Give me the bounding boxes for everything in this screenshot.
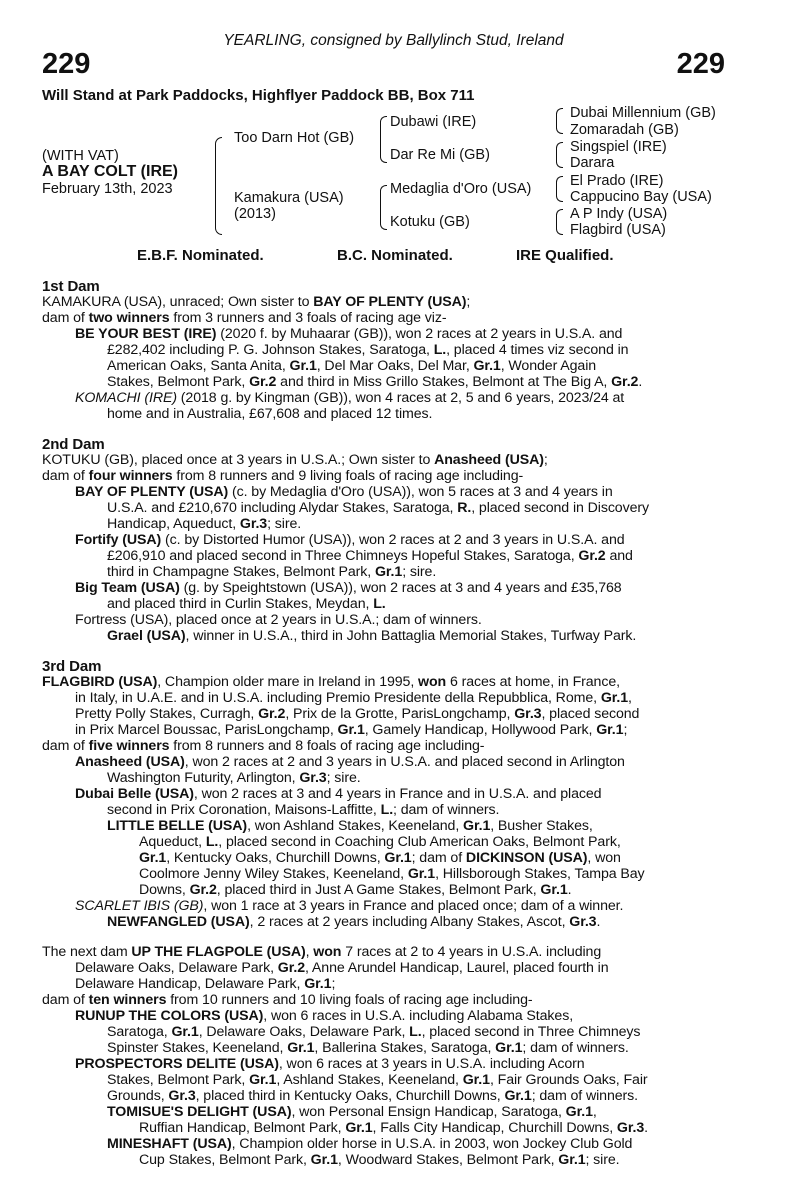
text-line: Downs, Gr.2, placed third in Just A Game Stakes, Belmont Park, Gr.1. [139, 882, 572, 898]
text-line: Stakes, Belmont Park, Gr.1, Ashland Stakes, Keeneland, Gr.1, Fair Grounds Oaks, Fair [107, 1072, 648, 1088]
text-line: Grounds, Gr.3, placed third in Kentucky Oaks, Churchill Downs, Gr.1; dam of winners. [107, 1088, 639, 1104]
text-line: £282,402 including P. G. Johnson Stakes, Saratoga, L., placed 4 times viz second in [107, 342, 629, 358]
text-line: Washington Futurity, Arlington, Gr.3; sire. [107, 770, 361, 786]
text-line: Dubai Belle (USA), won 2 races at 3 and 4 years in France and in U.S.A. and placed [75, 786, 602, 802]
text-line: Grael (USA), winner in U.S.A., third in John Battaglia Memorial Stakes, Turfway Park. [107, 628, 637, 644]
text-line: American Oaks, Santa Anita, Gr.1, Del Mar Oaks, Del Mar, Gr.1, Wonder Again [107, 358, 597, 374]
text-line: MINESHAFT (USA), Champion older horse in U.S.A. in 2003, won Jockey Club Gold [107, 1136, 633, 1152]
text-line: Spinster Stakes, Keeneland, Gr.1, Ballerina Stakes, Saratoga, Gr.1; dam of winners. [107, 1040, 629, 1056]
pedigree-brace-ds [556, 176, 563, 202]
pedigree-brace-sire [380, 116, 387, 163]
text-line: Anasheed (USA), won 2 races at 2 and 3 years in U.S.A. and placed second in Arlington [75, 754, 625, 770]
text-line: in Italy, in U.A.E. and in U.S.A. including Premio Presidente della Repubblica, Rome, Gr.1, [75, 690, 632, 706]
horse-name: A BAY COLT (IRE) [42, 163, 179, 180]
pedigree-sire-dam: Dar Re Mi (GB) [390, 147, 490, 163]
section-third-dam: 3rd Dam [42, 658, 102, 675]
pedigree-sire: Too Darn Hot (GB) [234, 130, 355, 146]
text-line: Big Team (USA) (g. by Speightstown (USA)), won 2 races at 3 and 4 years and £35,768 [75, 580, 622, 596]
text-line: Fortress (USA), placed once at 2 years in U.S.A.; dam of winners. [75, 612, 482, 628]
text-line: The next dam UP THE FLAGPOLE (USA), won 7 races at 2 to 4 years in U.S.A. including [42, 944, 602, 960]
text-line: Stakes, Belmont Park, Gr.2 and third in Miss Grillo Stakes, Belmont at The Big A, Gr.2. [107, 374, 643, 390]
stand-location: Will Stand at Park Paddocks, Highflyer Paddock BB, Box 711 [42, 87, 475, 104]
pedigree-dam: Kamakura (USA) [234, 190, 344, 206]
text-line: LITTLE BELLE (USA), won Ashland Stakes, Keeneland, Gr.1, Busher Stakes, [107, 818, 593, 834]
text-line: third in Champagne Stakes, Belmont Park, Gr.1; sire. [107, 564, 437, 580]
text-line: dam of ten winners from 10 runners and 10 living foals of racing age including- [42, 992, 533, 1008]
text-line: FLAGBIRD (USA), Champion older mare in Ireland in 1995, won 6 races at home, in France, [42, 674, 620, 690]
text-line: Coolmore Jenny Wiley Stakes, Keeneland, Gr.1, Hillsborough Stakes, Tampa Bay [139, 866, 645, 882]
pedigree-sdd: Darara [570, 155, 615, 171]
text-line: Cup Stakes, Belmont Park, Gr.1, Woodward Stakes, Belmont Park, Gr.1; sire. [139, 1152, 620, 1168]
text-line: second in Prix Coronation, Maisons-Laffitte, L.; dam of winners. [107, 802, 500, 818]
text-line: Pretty Polly Stakes, Curragh, Gr.2, Prix de la Grotte, ParisLongchamp, Gr.3, placed second [75, 706, 640, 722]
text-line: NEWFANGLED (USA), 2 races at 2 years including Albany Stakes, Ascot, Gr.3. [107, 914, 601, 930]
pedigree-brace-ss [556, 108, 563, 134]
pedigree-ddd: Flagbird (USA) [570, 222, 666, 238]
section-first-dam: 1st Dam [42, 278, 100, 295]
pedigree-brace-sd [556, 142, 563, 168]
pedigree-dsd: Cappucino Bay (USA) [570, 189, 712, 205]
pedigree-ssd: Zomaradah (GB) [570, 122, 679, 138]
text-line: in Prix Marcel Boussac, ParisLongchamp, Gr.1, Gamely Handicap, Hollywood Park, Gr.1; [75, 722, 628, 738]
vat-label: (WITH VAT) [42, 148, 119, 164]
pedigree-dss: El Prado (IRE) [570, 173, 664, 189]
pedigree-dam-year: (2013) [234, 206, 276, 222]
text-line: Handicap, Aqueduct, Gr.3; sire. [107, 516, 302, 532]
text-line: Gr.1, Kentucky Oaks, Churchill Downs, Gr.1; dam of DICKINSON (USA), won [139, 850, 621, 866]
pedigree-sds: Singspiel (IRE) [570, 139, 667, 155]
lot-number-right: 229 [676, 48, 725, 80]
pedigree-brace-dd [556, 209, 563, 235]
text-line: BE YOUR BEST (IRE) (2020 f. by Muhaarar (GB)), won 2 races at 2 years in U.S.A. and [75, 326, 623, 342]
text-line: Saratoga, Gr.1, Delaware Oaks, Delaware Park, L., placed second in Three Chimneys [107, 1024, 641, 1040]
pedigree-sss: Dubai Millennium (GB) [570, 105, 716, 121]
text-line: Fortify (USA) (c. by Distorted Humor (USA)), won 2 races at 2 and 3 years in U.S.A. and [75, 532, 625, 548]
bc-nomination: B.C. Nominated. [337, 247, 453, 264]
pedigree-sire-sire: Dubawi (IRE) [390, 114, 477, 130]
text-line: Delaware Handicap, Delaware Park, Gr.1; [75, 976, 336, 992]
text-line: BAY OF PLENTY (USA) (c. by Medaglia d'Oro (USA)), won 5 races at 3 and 4 years in [75, 484, 613, 500]
text-line: RUNUP THE COLORS (USA), won 6 races in U.S.A. including Alabama Stakes, [75, 1008, 574, 1024]
pedigree-dds: A P Indy (USA) [570, 206, 668, 222]
text-line: SCARLET IBIS (GB), won 1 race at 3 years in France and placed once; dam of a winner. [75, 898, 624, 914]
text-line: KOTUKU (GB), placed once at 3 years in U.S.A.; Own sister to Anasheed (USA); [42, 452, 548, 468]
ebf-nomination: E.B.F. Nominated. [137, 247, 264, 264]
text-line: Delaware Oaks, Delaware Park, Gr.2, Anne Arundel Handicap, Laurel, placed fourth in [75, 960, 609, 976]
text-line: and placed third in Curlin Stakes, Meydan, L. [107, 596, 386, 612]
text-line: KAMAKURA (USA), unraced; Own sister to BAY OF PLENTY (USA); [42, 294, 471, 310]
text-line: dam of four winners from 8 runners and 9 living foals of racing age including- [42, 468, 524, 484]
pedigree-dam-sire: Medaglia d'Oro (USA) [390, 181, 532, 197]
text-line: £206,910 and placed second in Three Chimneys Hopeful Stakes, Saratoga, Gr.2 and [107, 548, 633, 564]
text-line: Aqueduct, L., placed second in Coaching Club American Oaks, Belmont Park, [139, 834, 621, 850]
text-line: dam of five winners from 8 runners and 8 foals of racing age including- [42, 738, 485, 754]
text-line: dam of two winners from 3 runners and 3 foals of racing age viz- [42, 310, 447, 326]
section-second-dam: 2nd Dam [42, 436, 105, 453]
text-line: TOMISUE'S DELIGHT (USA), won Personal Ensign Handicap, Saratoga, Gr.1, [107, 1104, 597, 1120]
ire-qualification: IRE Qualified. [516, 247, 614, 264]
text-line: home and in Australia, £67,608 and placed 12 times. [107, 406, 433, 422]
pedigree-brace-main [215, 137, 222, 235]
horse-dob: February 13th, 2023 [42, 181, 173, 197]
text-line: PROSPECTORS DELITE (USA), won 6 races at 3 years in U.S.A. including Acorn [75, 1056, 585, 1072]
consignment-title: YEARLING, consigned by Ballylinch Stud, Ireland [223, 32, 564, 49]
lot-number-left: 229 [42, 48, 91, 80]
pedigree-dam-dam: Kotuku (GB) [390, 214, 470, 230]
text-line: Ruffian Handicap, Belmont Park, Gr.1, Falls City Handicap, Churchill Downs, Gr.3. [139, 1120, 648, 1136]
text-line: U.S.A. and £210,670 including Alydar Stakes, Saratoga, R., placed second in Discovery [107, 500, 650, 516]
text-line: KOMACHI (IRE) (2018 g. by Kingman (GB)), won 4 races at 2, 5 and 6 years, 2023/24 at [75, 390, 625, 406]
pedigree-brace-dam [380, 185, 387, 230]
